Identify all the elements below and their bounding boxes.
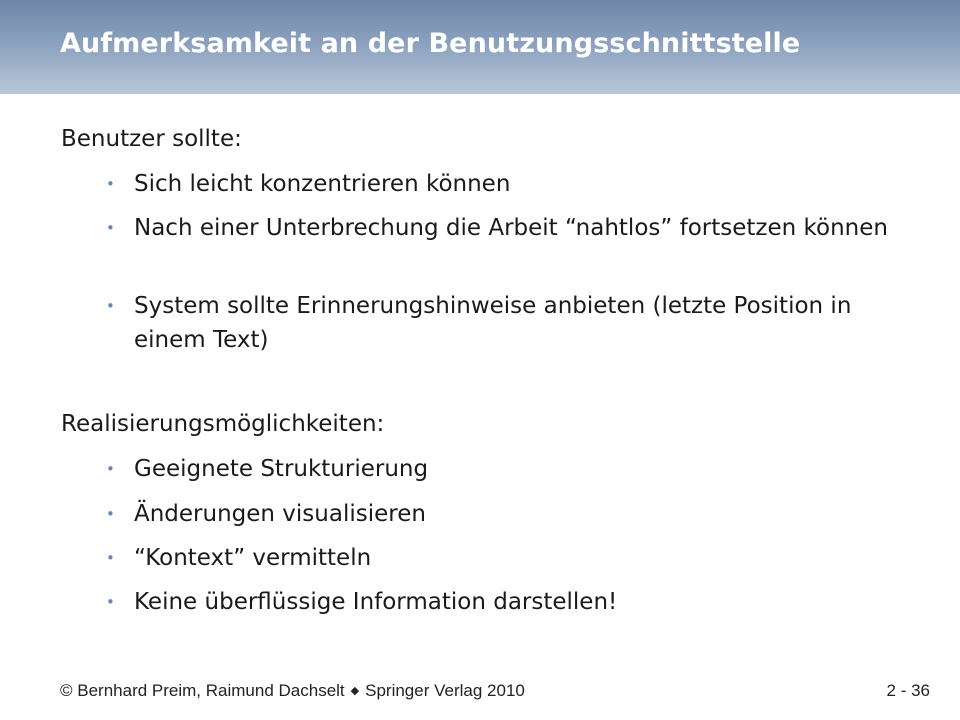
list-item <box>104 211 924 279</box>
list-item-text: Geeignete Strukturierung <box>134 456 429 482</box>
list-item-text: System sollte Erinnerungshinweise anbieten (letzte Position in einem Text) <box>134 293 852 353</box>
bullet-dot-icon: • <box>106 219 115 237</box>
bullet-dot-icon: • <box>106 175 115 193</box>
list-item-text: Änderungen visualisieren <box>134 501 426 527</box>
section-heading-user: Benutzer sollte: <box>61 126 242 152</box>
list-item <box>104 452 924 486</box>
section-heading-realization: Realisierungsmöglichkeiten: <box>61 411 385 437</box>
list-item <box>104 289 924 357</box>
bullet-dot-icon: • <box>106 460 115 478</box>
bullet-dot-icon: • <box>106 549 115 567</box>
list-item-text: “Kontext” vermitteln <box>134 545 372 571</box>
list-item-text: Nach einer Unterbrechung die Arbeit “nahtlos” fortsetzen können <box>134 215 888 241</box>
slide-title: Aufmerksamkeit an der Benutzungsschnittstelle <box>60 28 801 59</box>
list-item <box>104 497 924 531</box>
footer-credits <box>60 681 525 701</box>
list-item <box>104 541 924 575</box>
list-item <box>104 585 924 619</box>
bullet-dot-icon: • <box>106 505 115 523</box>
diamond-separator-icon: ◆ <box>350 685 360 697</box>
bullet-dot-icon: • <box>106 297 115 315</box>
list-item-text: Sich leicht konzentrieren können <box>134 171 511 197</box>
footer-publisher: Springer Verlag 2010 <box>365 681 525 700</box>
list-item-text: Keine überflüssige Information darstellen! <box>134 589 618 615</box>
list-item <box>104 167 924 201</box>
page-number: 2 - 36 <box>886 681 930 700</box>
bullet-dot-icon: • <box>106 593 115 611</box>
footer-credit: © Bernhard Preim, Raimund Dachselt <box>60 681 345 700</box>
